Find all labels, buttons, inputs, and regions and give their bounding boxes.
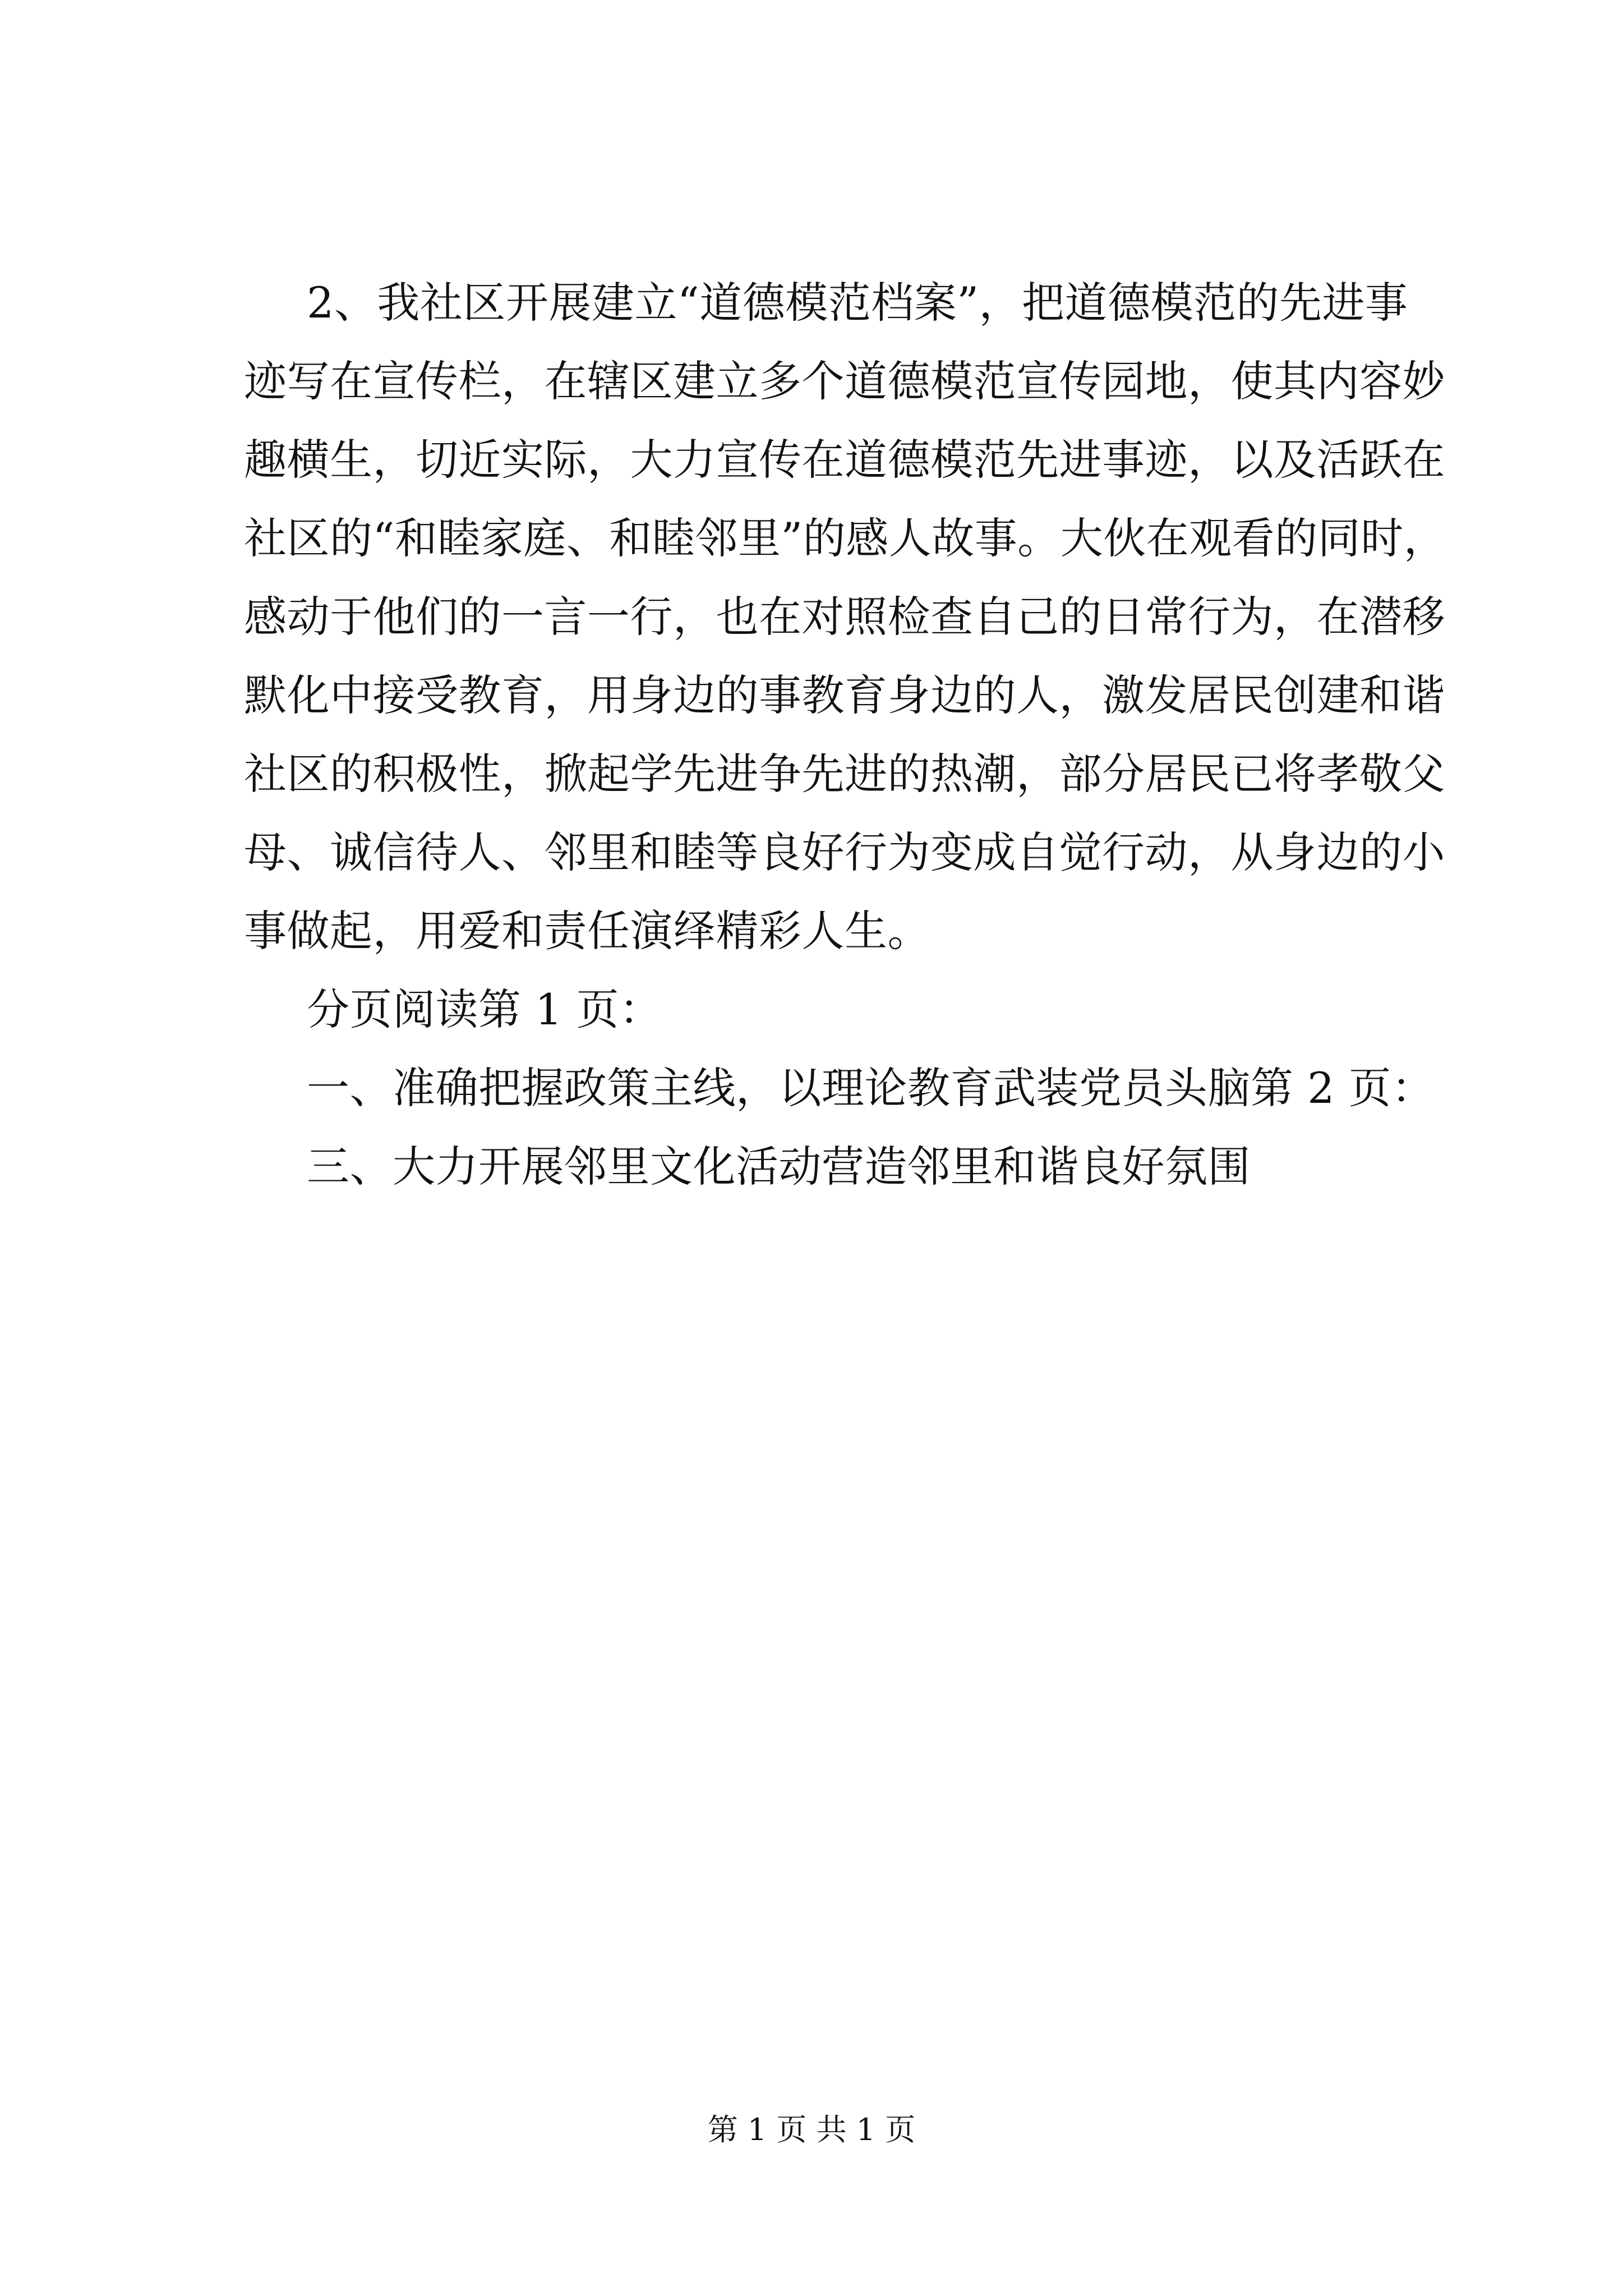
paragraph-line: 社区的积极性，掀起学先进争先进的热潮，部分居民已将孝敬父 <box>244 749 1445 799</box>
pagination-section-three: 三、大力开展邻里文化活动营造邻里和谐良好氛围 <box>307 1142 1251 1191</box>
paragraph-line: 母、诚信待人、邻里和睦等良好行为变成自觉行动，从身边的小 <box>244 827 1445 877</box>
pagination-section-one-page-2: 一、准确把握政策主线，以理论教育武装党员头脑第 2 页： <box>307 1063 1435 1113</box>
paragraph-line: 事做起，用爱和责任演绎精彩人生。 <box>244 906 930 956</box>
page-footer: 第 1 页 共 1 页 <box>707 2112 916 2147</box>
paragraph-line: 感动于他们的一言一行，也在对照检查自己的日常行为，在潜移 <box>244 592 1445 642</box>
paragraph-line: 默化中接受教育，用身边的事教育身边的人，激发居民创建和谐 <box>244 670 1445 720</box>
pagination-read-page-1: 分页阅读第 1 页： <box>307 984 662 1034</box>
paragraph-line: 2、我社区开展建立“道德模范档案”，把道德模范的先进事 <box>307 278 1408 328</box>
document-body <box>244 264 1447 1206</box>
paragraph-line: 迹写在宣传栏，在辖区建立多个道德模范宣传园地，使其内容妙 <box>244 356 1445 406</box>
paragraph-line: 趣横生，切近实际，大力宣传在道德模范先进事迹，以及活跃在 <box>244 435 1445 485</box>
paragraph-community-moral-models <box>244 264 1447 970</box>
paragraph-line: 社区的“和睦家庭、和睦邻里”的感人故事。大伙在观看的同时， <box>244 513 1447 563</box>
